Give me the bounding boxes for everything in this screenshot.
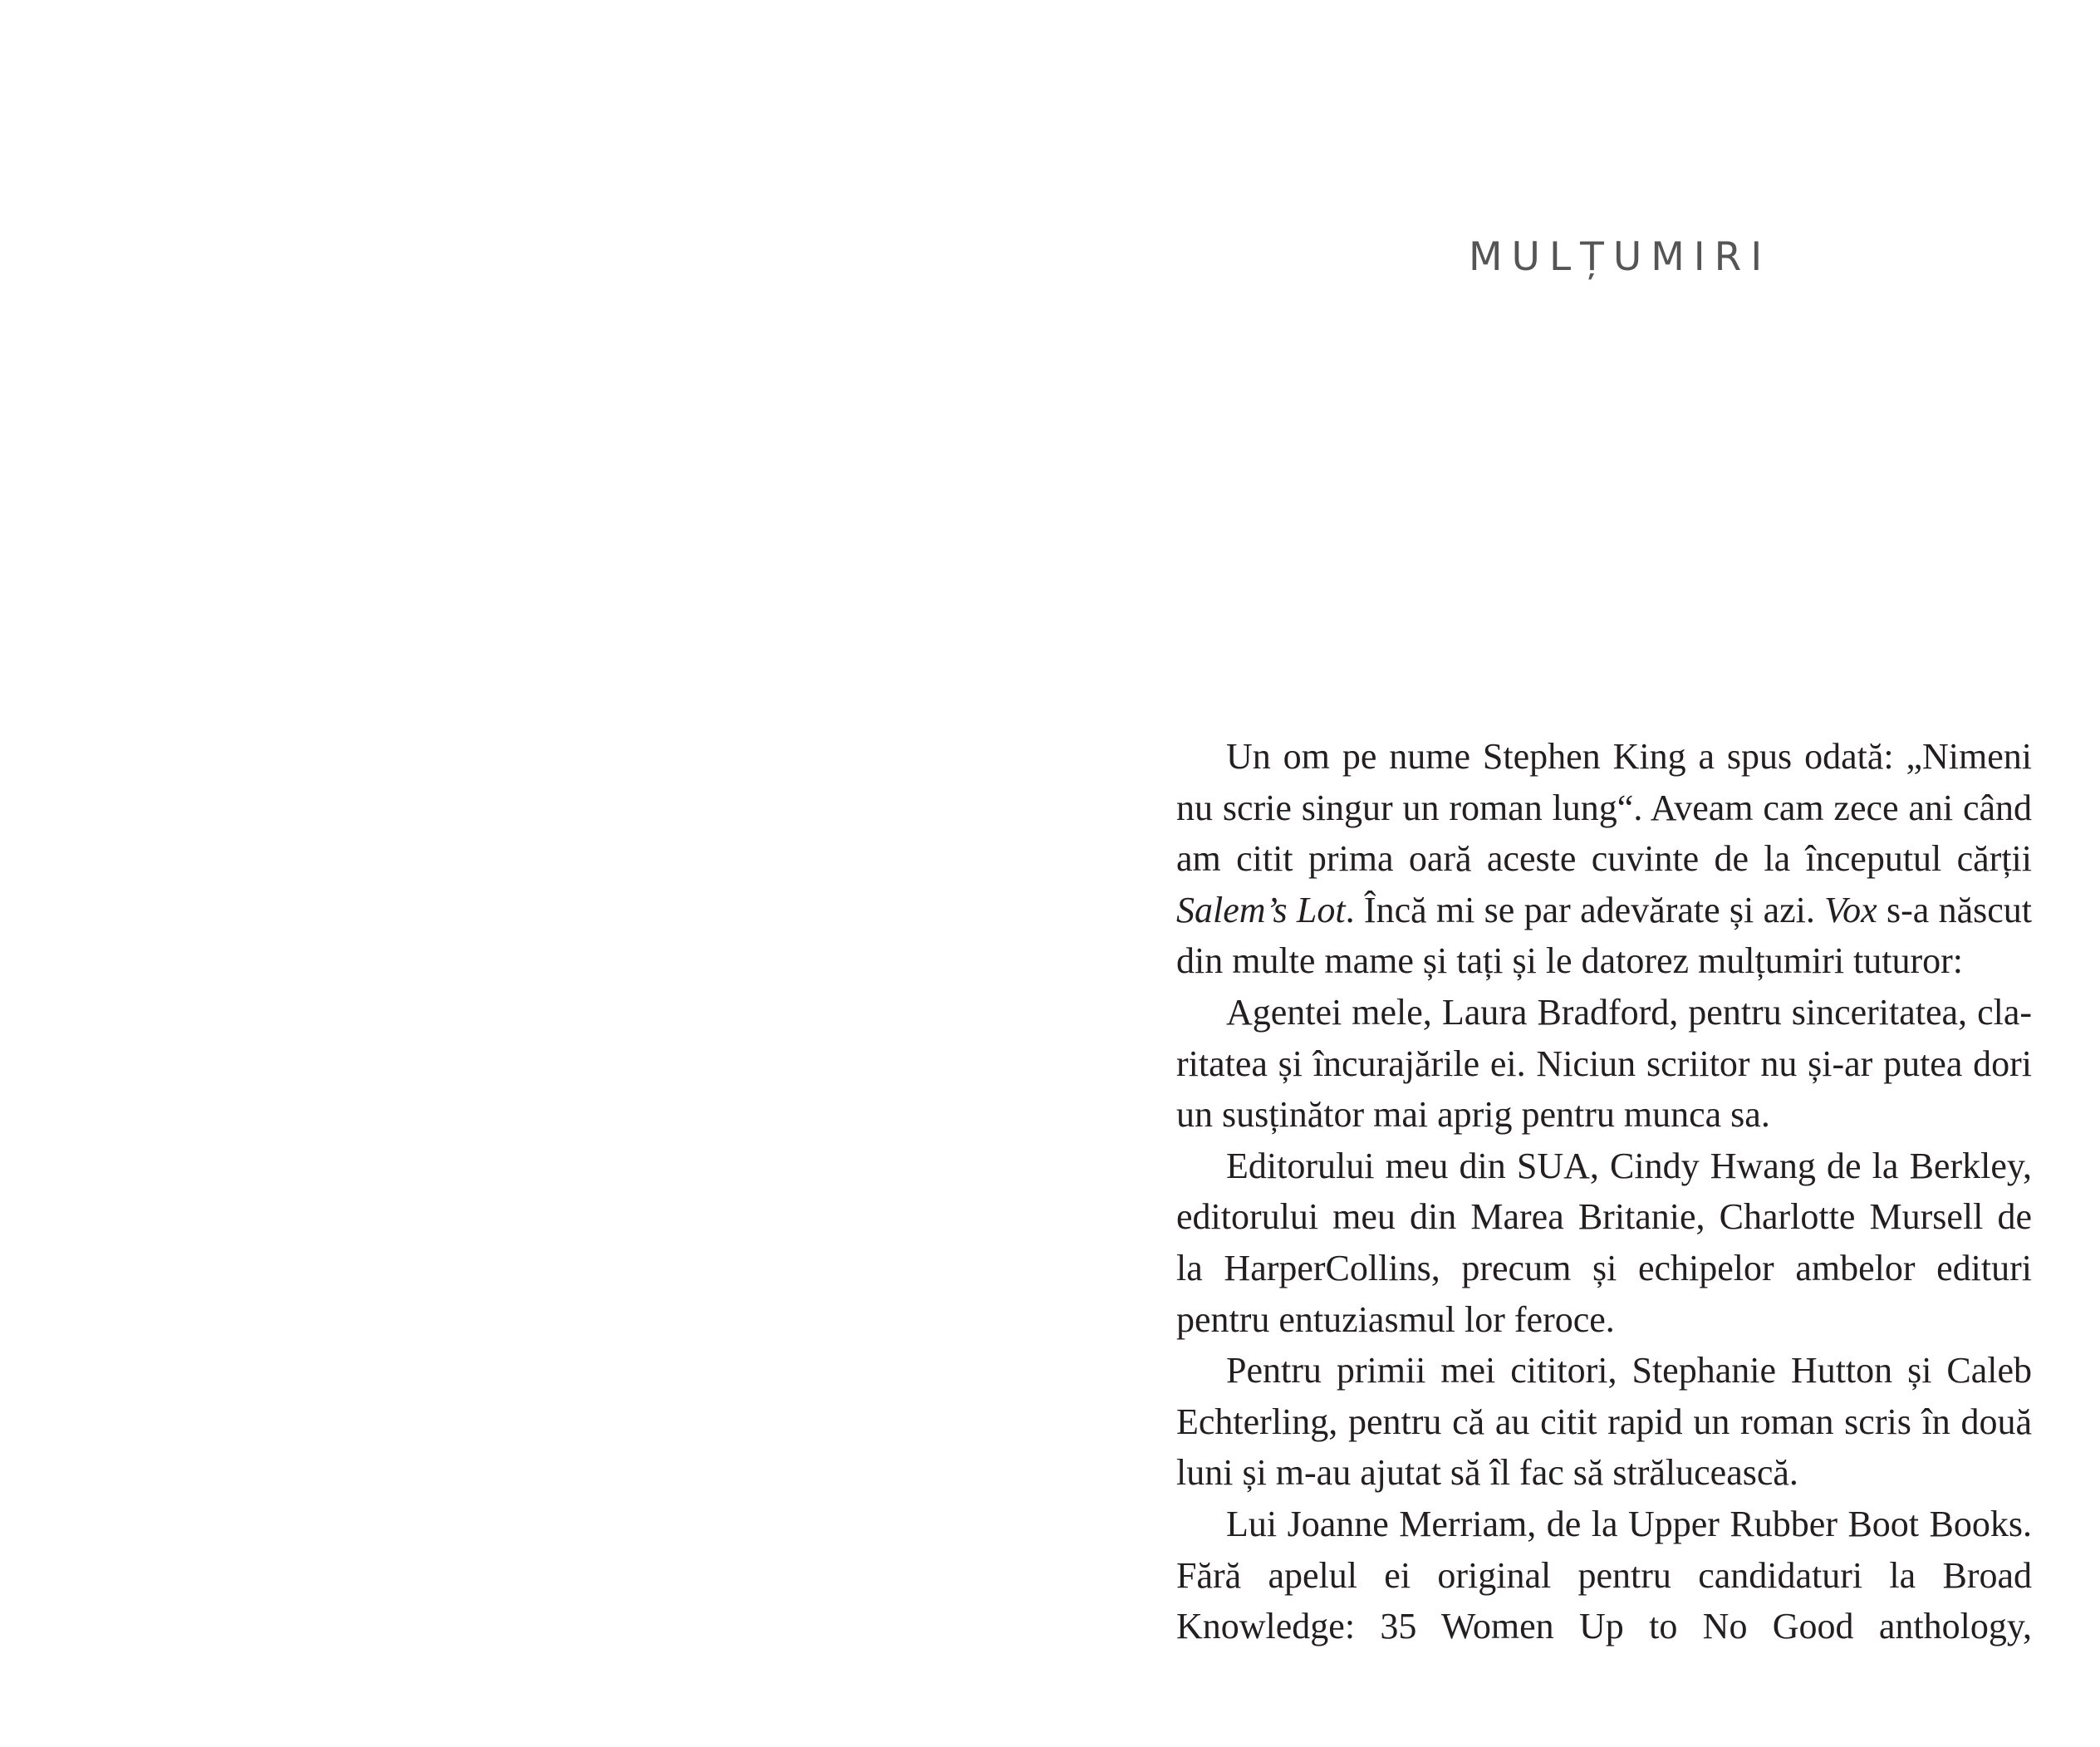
text-line: Pentru primii mei cititori, Stephanie Hutton și Caleb (1226, 1350, 2032, 1391)
text-run: s-a născut (1877, 889, 2032, 930)
text-line: nu scrie singur un roman lung“. Aveam cam zece ani când (1176, 787, 2032, 828)
text-line: Lui Joanne Merriam, de la Upper Rubber Boot Books. (1226, 1503, 2032, 1544)
paragraph (1176, 1141, 2032, 1345)
italic-title: Vox (1824, 889, 1877, 930)
text-line: Editorului meu din SUA, Cindy Hwang de la Berkley, (1226, 1145, 2032, 1186)
text-line: un susținător mai aprig pentru munca sa. (1176, 1094, 1770, 1136)
text-line: luni și m-au ajutat să îl fac să strălucească. (1176, 1452, 1798, 1494)
text-line (1176, 885, 2032, 936)
text-line: Echterling, pentru că au citit rapid un roman scris în două (1176, 1401, 2032, 1442)
text-line: Fără apelul ei original pentru candidaturi la Broad (1176, 1554, 2032, 1596)
text-line: Un om pe nume Stephen King a spus odată: „Nimeni (1226, 736, 2032, 777)
text-line: la HarperCollins, precum și echipelor ambelor edituri (1176, 1247, 2032, 1288)
text-line: am citit prima oară aceste cuvinte de la începutul cărții (1176, 838, 2032, 880)
text-line: din multe mame și tați și le datorez mulțumiri tuturor: (1176, 940, 1964, 982)
italic-title: Salem’s Lot (1176, 889, 1346, 930)
chapter-title: MULȚUMIRI (1469, 234, 1772, 280)
text-line: editorului meu din Marea Britanie, Charlotte Mursell de (1176, 1196, 2032, 1238)
acknowledgements-body (1176, 731, 2032, 1652)
paragraph (1176, 1499, 2032, 1652)
text-line: Agentei mele, Laura Bradford, pentru sinceritatea, cla- (1226, 991, 2032, 1033)
paragraph (1176, 987, 2032, 1141)
paragraph (1176, 1345, 2032, 1499)
text-line: Knowledge: 35 Women Up to No Good anthology, (1176, 1606, 2032, 1647)
text-line: pentru entuziasmul lor feroce. (1176, 1298, 1615, 1340)
text-line: ritatea și încurajările ei. Niciun scriitor nu și-ar putea dori (1176, 1043, 2032, 1084)
text-run: . Încă mi se par adevărate și azi. (1345, 889, 1825, 930)
paragraph (1176, 731, 2032, 987)
